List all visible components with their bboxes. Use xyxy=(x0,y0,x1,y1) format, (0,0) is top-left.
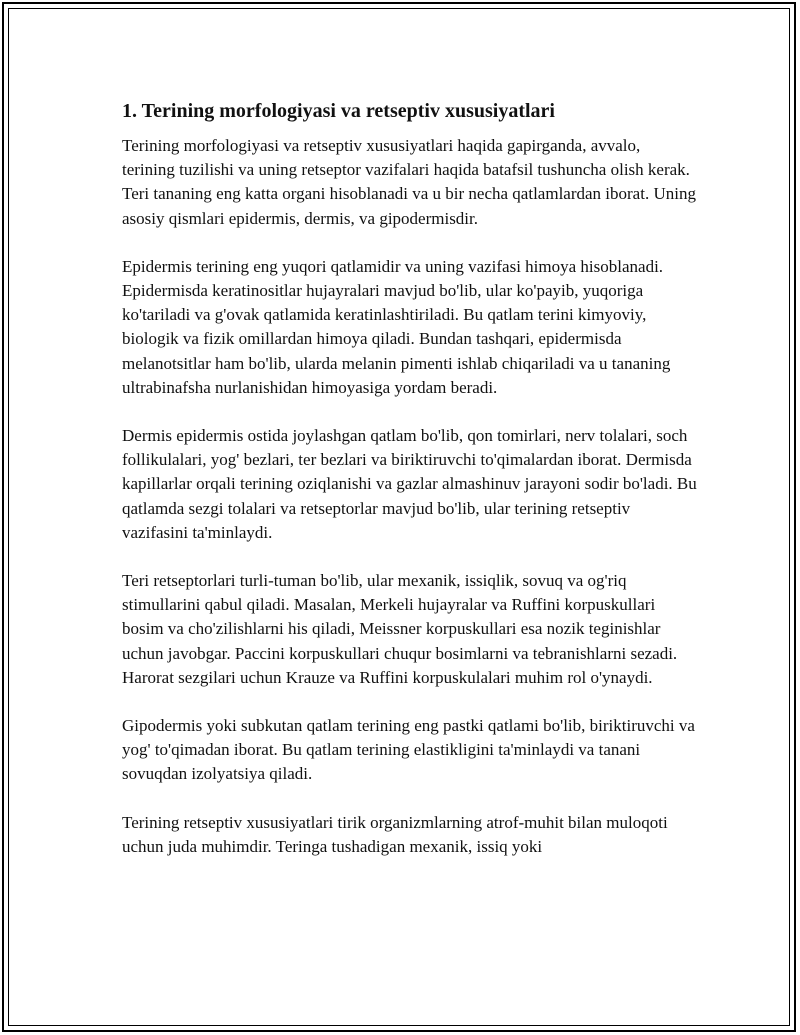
document-body xyxy=(122,98,697,883)
paragraph-hypodermis: Gipodermis yoki subkutan qatlam terining eng pastki qatlami bo'lib, biriktiruvchi va yog' to'qimadan iborat. Bu qatlam terining elastikligini ta'minlaydi va tanani sovuqdan izolyatsiya qiladi. xyxy=(122,716,695,784)
paragraph-receptive-properties: Terining retseptiv xususiyatlari tirik organizmlarning atrof-muhit bilan muloqoti uchun juda muhimdir. Teringa tushadigan mexanik, issiq yoki xyxy=(122,812,668,856)
document-page xyxy=(2,2,796,1032)
section-heading: 1. Terining morfologiyasi va retseptiv xususiyatlari xyxy=(122,100,555,122)
paragraph-receptors: Teri retseptorlari turli-tuman bo'lib, ular mexanik, issiqlik, sovuq va og'riq stimullarini qabul qiladi. Masalan, Merkeli hujayralar va Ruffini korpuskullari bosim va cho'zilishlarni his qiladi, Meissner korpuskullari esa nozik teginishlar uchun javobgar. Paccini korpuskullari chuqur bosimlarni va tebranishlarni sezadi. Harorat sezgilari uchun Krauze va Ruffini korpuskulalari muhim rol o'ynaydi. xyxy=(122,571,678,687)
paragraph-intro: Terining morfologiyasi va retseptiv xususiyatlari haqida gapirganda, avvalo, terining tuzilishi va uning retseptor vazifalari haqida batafsil tushuncha olish kerak. Teri tananing eng katta organi hisoblanadi va u bir necha qatlamlardan iborat. Uning asosiy qismlari epidermis, dermis, va gipodermisdir. xyxy=(122,136,696,228)
paragraph-epidermis: Epidermis terining eng yuqori qatlamidir va uning vazifasi himoya hisoblanadi. Epidermisda keratinositlar hujayralari mavjud bo'lib, ular ko'payib, yuqoriga ko'tariladi va g'ovak qatlamida keratinlashtiriladi. Bu qatlam terini kimyoviy, biologik va fizik omillardan himoya qiladi. Bundan tashqari, epidermisda melanotsitlar ham bo'lib, ularda melanin pimenti ishlab chiqariladi va u tananing ultrabinafsha nurlanishidan himoyasiga yordam beradi. xyxy=(122,256,671,397)
paragraph-dermis: Dermis epidermis ostida joylashgan qatlam bo'lib, qon tomirlari, nerv tolalari, soch follikulalari, yog' bezlari, ter bezlari va biriktiruvchi to'qimalardan iborat. Dermisda kapillarlar orqali terining oziqlanishi va gazlar almashinuv jarayoni sodir bo'ladi. Bu qatlamda sezgi tolalari va retseptorlar mavjud bo'lib, ular terining retseptiv vazifasini ta'minlaydi. xyxy=(122,426,697,542)
